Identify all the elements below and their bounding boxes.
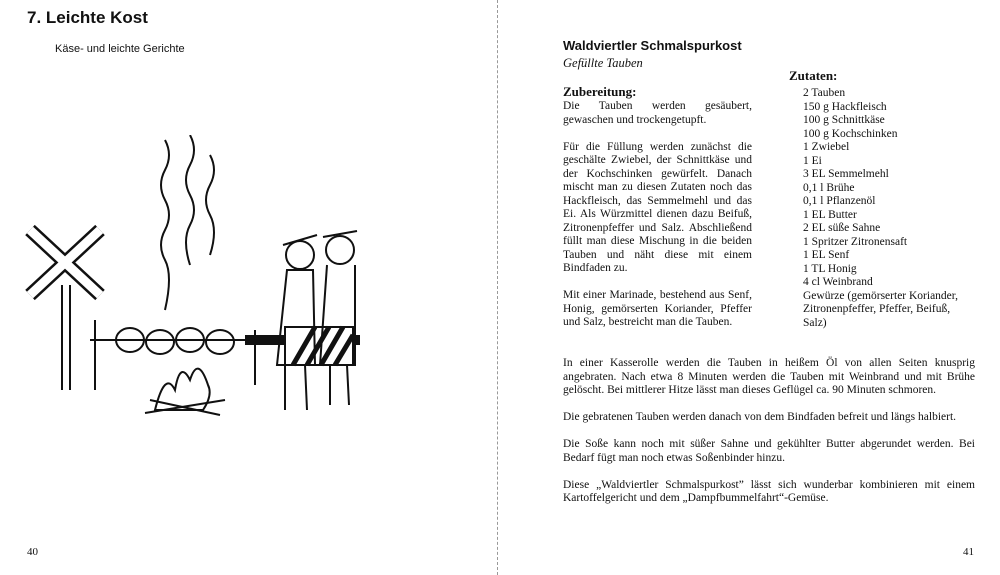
smoke (161, 135, 214, 310)
ingredient: 0,1 l Brühe (803, 181, 855, 194)
ingredient: 2 Tauben (803, 87, 846, 99)
ingredient: 3 EL Semmelmehl (803, 168, 889, 180)
recipe-subtitle: Gefüllte Tauben (563, 56, 643, 70)
ingredients-list (803, 87, 958, 330)
ingredient: 4 cl Weinbrand (803, 276, 873, 288)
preparation-column (563, 100, 752, 343)
preparation-heading: Zubereitung: (563, 84, 637, 99)
preparation-paragraph: Die Soße kann noch mit süßer Sahne und gekühlter Butter abgerundet werden. Bei Bedarf fügt man noch etwas Soßenbinder hinzu. (563, 438, 975, 464)
ingredient: 2 EL süße Sahne (803, 222, 881, 234)
chapter-subtitle: Käse- und leichte Gerichte (55, 43, 185, 55)
ingredient: 100 g Kochschinken (803, 127, 898, 140)
preparation-paragraph: In einer Kasserolle werden die Tauben in heißem Öl von allen Seiten knusprig angebraten. Nach etwa 8 Minuten werden die Tauben mit Weinbrand und mit Brühe gelöscht. Bei mittlerer Hitze lässt man dieses Geflügel ca. 90 Minuten schmoren. (563, 357, 975, 396)
ingredient: 1 Zwiebel (803, 141, 850, 153)
page-number-right: 41 (963, 546, 974, 558)
preparation-paragraph: Die gebratenen Tauben werden danach von dem Bindfaden befreit und längs halbiert. (563, 411, 957, 423)
three-men (277, 231, 357, 410)
recipe-title: Waldviertler Schmalspurkost (563, 38, 742, 53)
ingredients-heading: Zutaten: (789, 68, 838, 83)
ingredient: 0,1 l Pflanzenöl (803, 195, 876, 207)
preparation-paragraph: Die Tauben werden gesäubert, gewaschen und trockengetupft. (563, 100, 752, 126)
page-divider (497, 0, 498, 575)
preparation-paragraph: Mit einer Marinade, bestehend aus Senf, Honig, gemörserten Koriander, Pfeffer und Salz, bestreicht man die Tauben. (563, 289, 752, 328)
railway-crossing-sign (30, 230, 100, 390)
preparation-paragraph: Diese „Waldviertler Schmalspurkost” lässt sich wunderbar kombinieren mit einem Kartoffelgericht und dem „Dampfbummelfahrt“-Gemüse. (563, 478, 975, 504)
ingredient: Gewürze (gemörserter Koriander, (803, 289, 959, 302)
cartoon-illustration (15, 135, 360, 420)
ingredient: 1 EL Senf (803, 249, 850, 261)
barrier (245, 327, 360, 365)
preparation-full-width (563, 357, 975, 519)
ingredient: 1 Spritzer Zitronensaft (803, 235, 908, 248)
ingredient: Zitronenpfeffer, Pfeffer, Beifuß, (803, 303, 951, 315)
ingredient: 150 g Hackfleisch (803, 100, 887, 113)
ingredient: Salz) (803, 316, 827, 329)
ingredient: 1 EL Butter (803, 208, 857, 221)
preparation-paragraph: Für die Füllung werden zunächst die geschälte Zwiebel, der Schnittkäse und der Kochschinken gewürfelt. Danach mischt man zu diesen Zutaten noch das Hackfleisch, das Semmelmehl und das Ei. Als Würzmittel dienen dazu Beifuß, Zitronenpfeffer und Salz. Abschließend füllt man diese Mischung in die beiden Tauben und näht diese mit einem Bindfaden zu. (563, 140, 752, 274)
campfire (145, 369, 225, 415)
ingredient: 100 g Schnittkäse (803, 114, 885, 126)
spit-with-pigeons (90, 320, 275, 390)
ingredient: 1 TL Honig (803, 262, 857, 275)
chapter-title: 7. Leichte Kost (27, 8, 148, 27)
ingredient: 1 Ei (803, 154, 822, 167)
page-number-left: 40 (27, 546, 38, 558)
